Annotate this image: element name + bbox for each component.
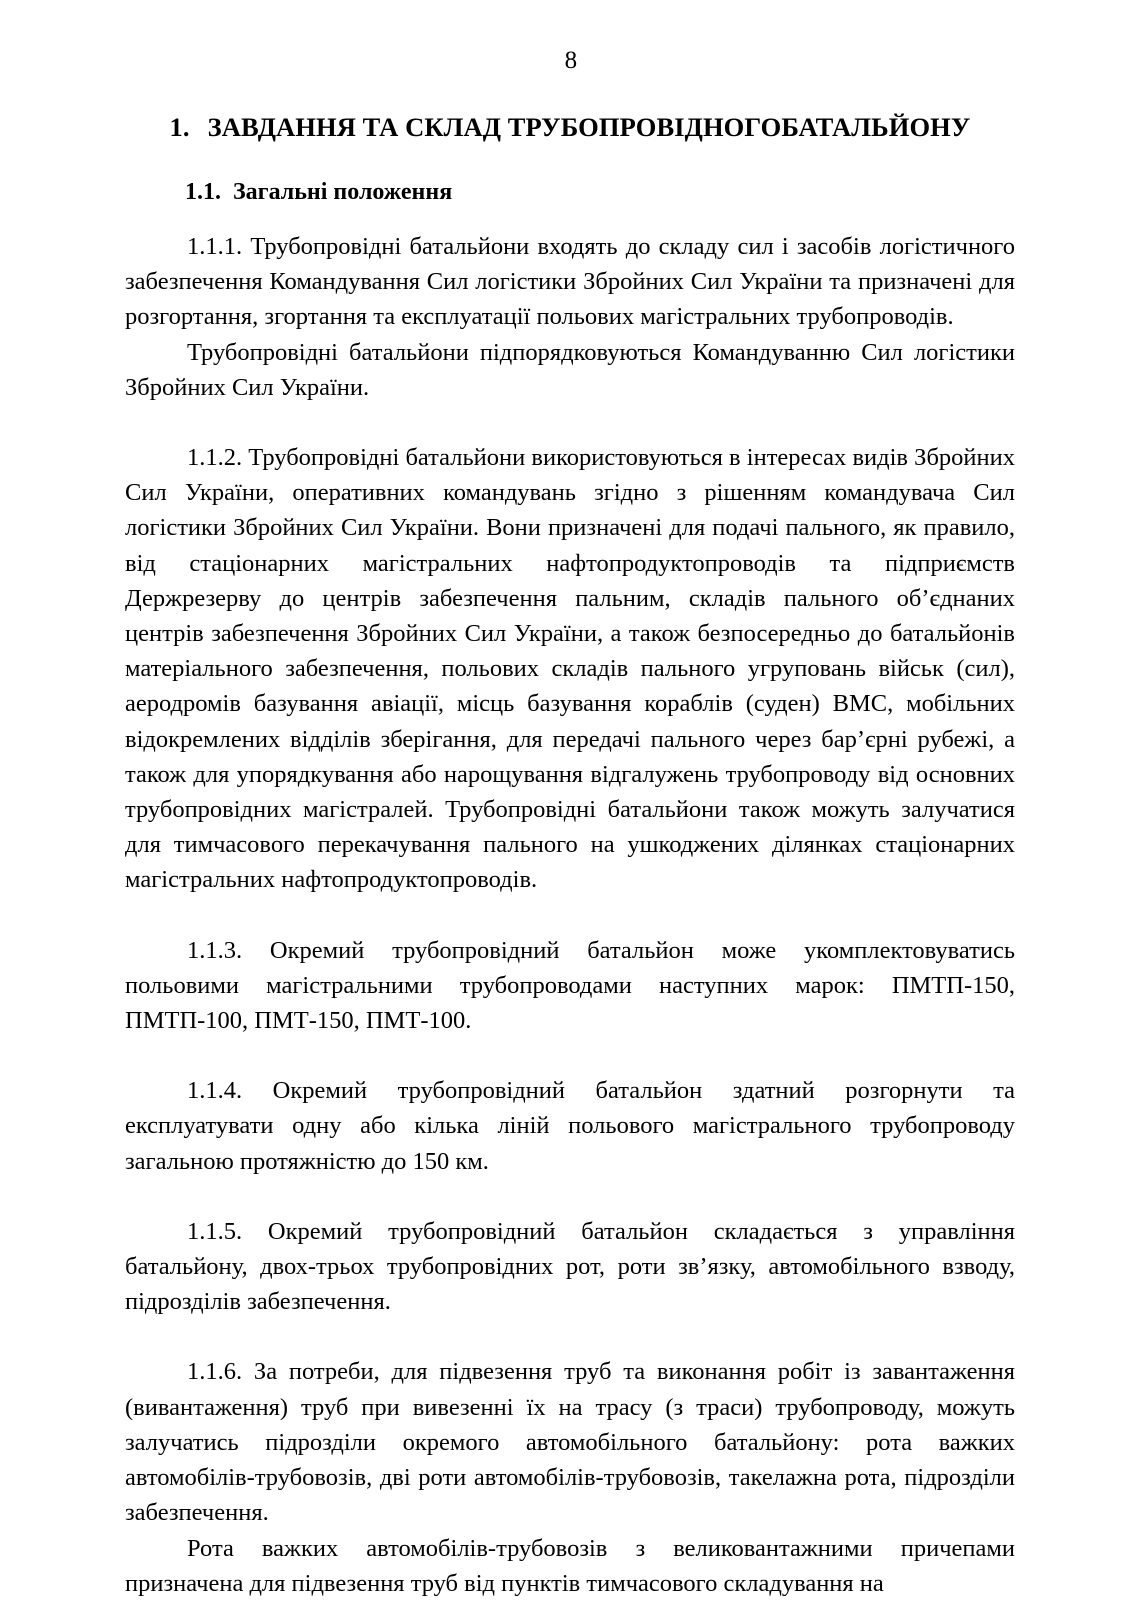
page-number: 8 — [564, 47, 578, 74]
chapter-number: 1. — [169, 112, 190, 142]
paragraph-1-1-4: 1.1.4. Окремий трубопровідний батальйон здатний розгорнути та експлуатувати одну або кілька ліній польового магістрального трубопроводу загальною протяжністю до 150 км. — [125, 1077, 1015, 1175]
paragraph-gap — [125, 1319, 1015, 1354]
chapter-title-text: ЗАВДАННЯ ТА СКЛАД ТРУБОПРОВІДНОГОБАТАЛЬЙОНУ — [207, 112, 971, 142]
paragraph-1-1-1-continued: Трубопровідні батальйони підпорядковуються Командуванню Сил логістики Збройних Сил України. — [125, 338, 1015, 401]
section-title-text: Загальні положення — [233, 179, 453, 205]
title-spacer — [125, 144, 1015, 175]
paragraph-gap — [125, 1038, 1015, 1073]
section-number: 1.1. — [185, 179, 221, 205]
paragraph-gap — [125, 405, 1015, 440]
section-heading — [125, 175, 1015, 209]
chapter-heading — [125, 110, 1015, 144]
paragraph-1-1-5: 1.1.5. Окремий трубопровідний батальйон складається з управління батальйону, двох-трьох трубопровідних рот, роти зв’язку, автомобільного взводу, підрозділів забезпечення. — [125, 1217, 1015, 1316]
paragraph-gap — [125, 898, 1015, 933]
heading-spacer — [125, 209, 1015, 229]
paragraph-1-1-3: 1.1.3. Окремий трубопровідний батальйон може укомплектовуватись польовими магістральними трубопроводами наступних марок: ПМТП-150, ПМТП-100, ПМТ-150, ПМТ-100. — [125, 936, 1015, 1035]
paragraph-1-1-1: 1.1.1. Трубопровідні батальйони входять до складу сил і засобів логістичного забезпечення Командування Сил логістики Збройних Сил України та призначені для розгортання, згортання та експлуатації польових магістральних трубопроводів. — [125, 233, 1015, 331]
page-content — [125, 110, 1015, 1601]
paragraph-1-1-2: 1.1.2. Трубопровідні батальйони використовуються в інтересах видів Збройних Сил України, оперативних командувань згідно з рішенням командувача Сил логістики Збройних Сил України. Вони призначені для подачі пального, як правило, від стаціонарних магістральних нафтопродуктопроводів та підприємств Держрезерву до центрів забезпечення пальним, складів пального об’єднаних центрів забезпечення Збройних Сил України, а також безпосередньо до батальйонів матеріального забезпечення, польових складів пального угруповань військ (сил), аеродромів базування авіації, місць базування кораблів (суден) ВМС, мобільних відокремлених відділів зберігання, для передачі пального через бар’єрні рубежі, а також для упорядкування або нарощування відгалужень трубопроводу від основних трубопровідних магістралей. Трубопровідні батальйони також можуть залучатися для тимчасового перекачування пального на ушкоджених ділянках стаціонарних магістральних нафтопродуктопроводів. — [125, 444, 1015, 894]
paragraph-gap — [125, 1179, 1015, 1214]
paragraph-1-1-6-continued: Рота важких автомобілів-трубовозів з великовантажними причепами призначена для підвезення труб від пунктів тимчасового складування на — [125, 1534, 1015, 1597]
paragraph-1-1-6: 1.1.6. За потреби, для підвезення труб та виконання робіт із завантаження (вивантаження) труб при вивезенні їх на трасу (з траси) трубопроводу, можуть залучатись підрозділи окремого автомобільного батальйону: рота важких автомобілів-трубовозів, дві роти автомобілів-трубовозів, такелажна рота, підрозділи забезпечення. — [125, 1358, 1015, 1527]
